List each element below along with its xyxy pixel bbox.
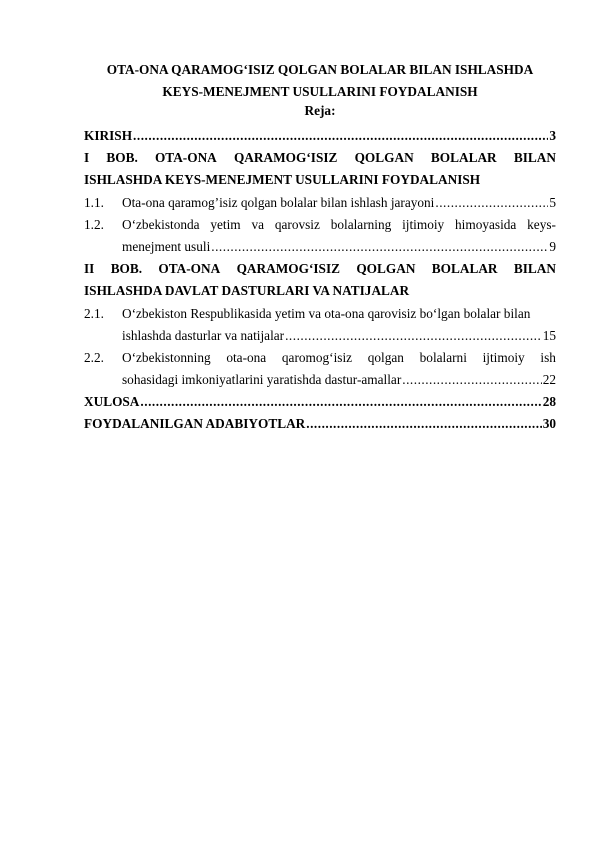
toc-label-line-2: ishlashda dasturlar va natijalar <box>122 327 285 343</box>
toc-entry-kirish <box>84 125 556 147</box>
toc-section-number: 1.1. <box>84 194 104 210</box>
toc-page-number: 30 <box>542 416 556 432</box>
toc-label: XULOSA <box>84 394 140 410</box>
table-of-contents <box>84 125 556 436</box>
toc-page-number: 5 <box>549 194 556 210</box>
toc-leader <box>306 413 541 435</box>
chapter-2-heading-line-1: II BOB. OTA-ONA QARAMOG‘ISIZ QOLGAN BOLALAR BILAN <box>84 261 556 277</box>
toc-entry-xulosa <box>84 391 556 413</box>
toc-section-number: 2.2. <box>84 349 104 365</box>
toc-label-line-2: menejment usuli <box>122 238 211 254</box>
chapter-1-heading-line-2: ISHLASHDA KEYS-MENEJMENT USULLARINI FOYDALANISH <box>84 172 481 188</box>
toc-page-number: 15 <box>542 327 556 343</box>
toc-leader <box>435 192 548 214</box>
chapter-2-heading-line-2: ISHLASHDA DAVLAT DASTURLARI VA NATIJALAR <box>84 283 410 299</box>
toc-entry-2-2 <box>84 347 556 391</box>
toc-page-number: 3 <box>549 128 556 143</box>
toc-label: Ota-ona qaramog’isiz qolgan bolalar bilan ishlash jarayoni <box>122 194 435 210</box>
toc-entry-adabiyotlar <box>84 413 556 435</box>
toc-label: FOYDALANILGAN ADABIYOTLAR <box>84 416 306 432</box>
toc-label-line-1: O‘zbekistonda yetim va qarovsiz bolalarning ijtimoiy himoyasida keys- <box>122 216 556 232</box>
toc-label: KIRISH <box>84 128 133 143</box>
toc-leader <box>402 369 541 391</box>
toc-leader <box>285 325 542 347</box>
toc-page-number: 28 <box>542 394 556 410</box>
toc-label-line-1: O‘zbekiston Respublikasida yetim va ota-ona qarovisiz bo‘lgan bolalar bilan <box>122 305 531 321</box>
toc-entry-2-1 <box>84 303 556 347</box>
toc-entry-1-2 <box>84 214 556 258</box>
toc-entry-1-1 <box>84 192 556 214</box>
toc-leader <box>140 391 541 413</box>
document-title-line-2: KEYS-MENEJMENT USULLARINI FOYDALANISH <box>162 84 478 99</box>
toc-section-number: 1.2. <box>84 216 104 232</box>
toc-label-line-1: O‘zbekistonning ota-ona qaromog‘isiz qolgan bolalarni ijtimoiy ish <box>122 349 556 365</box>
toc-page-number: 22 <box>542 372 556 388</box>
plan-heading: Reja: <box>304 103 336 118</box>
toc-leader <box>211 236 548 258</box>
document-title-line-1: OTA-ONA QARAMOG‘ISIZ QOLGAN BOLALAR BILAN ISHLASHDA <box>106 62 534 77</box>
toc-page-number: 9 <box>549 238 556 254</box>
toc-label-line-2: sohasidagi imkoniyatlarini yaratishda dastur-amallar <box>122 372 402 388</box>
chapter-1-heading-line-1: I BOB. OTA-ONA QARAMOG‘ISIZ QOLGAN BOLALAR BILAN <box>84 150 556 166</box>
toc-leader <box>133 125 548 147</box>
toc-section-number: 2.1. <box>84 305 104 321</box>
